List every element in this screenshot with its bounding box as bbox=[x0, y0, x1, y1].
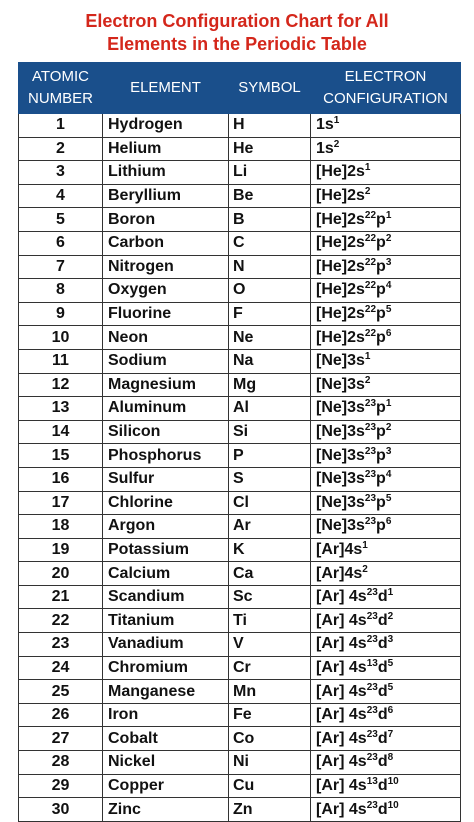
configuration-cell: $[He]2s^{22}p^6$ bbox=[311, 326, 461, 350]
atomic-number-cell: 26 bbox=[19, 703, 103, 727]
atomic-number-cell: 19 bbox=[19, 538, 103, 562]
atomic-number-cell: 22 bbox=[19, 609, 103, 633]
element-name-cell: Vanadium bbox=[103, 633, 229, 657]
element-name-cell: Calcium bbox=[103, 562, 229, 586]
header-element: ELEMENT bbox=[103, 63, 229, 114]
element-name-cell: Scandium bbox=[103, 585, 229, 609]
configuration-cell: $[He]2s^{22}p^5$ bbox=[311, 302, 461, 326]
configuration-cell: [Ar] $4s^{23}d^1$ bbox=[311, 585, 461, 609]
symbol-cell: Ar bbox=[229, 515, 311, 539]
atomic-number-cell: 1 bbox=[19, 114, 103, 138]
atomic-number-cell: 4 bbox=[19, 184, 103, 208]
symbol-cell: C bbox=[229, 231, 311, 255]
element-name-cell: Neon bbox=[103, 326, 229, 350]
atomic-number-cell: 30 bbox=[19, 798, 103, 822]
symbol-cell: Cr bbox=[229, 656, 311, 680]
atomic-number-cell: 27 bbox=[19, 727, 103, 751]
symbol-cell: Cu bbox=[229, 774, 311, 798]
table-row bbox=[19, 397, 461, 421]
element-name-cell: Silicon bbox=[103, 420, 229, 444]
header-symbol: SYMBOL bbox=[229, 63, 311, 114]
element-name-cell: Aluminum bbox=[103, 397, 229, 421]
symbol-cell: Sc bbox=[229, 585, 311, 609]
element-name-cell: Fluorine bbox=[103, 302, 229, 326]
configuration-cell: $[Ne]3s^{23}p^1$ bbox=[311, 397, 461, 421]
symbol-cell: Mn bbox=[229, 680, 311, 704]
configuration-cell: $[Ne]3s^1$ bbox=[311, 349, 461, 373]
table-row bbox=[19, 373, 461, 397]
configuration-cell: [Ar] $4s^{23}d^5$ bbox=[311, 680, 461, 704]
table-row bbox=[19, 751, 461, 775]
atomic-number-cell: 12 bbox=[19, 373, 103, 397]
element-name-cell: Cobalt bbox=[103, 727, 229, 751]
table-row bbox=[19, 231, 461, 255]
table-row bbox=[19, 467, 461, 491]
element-name-cell: Nickel bbox=[103, 751, 229, 775]
table-row bbox=[19, 703, 461, 727]
symbol-cell: Ca bbox=[229, 562, 311, 586]
header-config-line-2: CONFIGURATION bbox=[323, 90, 448, 107]
configuration-cell: $[Ar]4s^2$ bbox=[311, 562, 461, 586]
table-row bbox=[19, 326, 461, 350]
symbol-cell: He bbox=[229, 137, 311, 161]
atomic-number-cell: 25 bbox=[19, 680, 103, 704]
configuration-cell: $[He]2s^{22}p^4$ bbox=[311, 279, 461, 303]
header-atomic-line-1: ATOMIC bbox=[32, 68, 89, 85]
configuration-cell: [Ar] $4s^{23}d^7$ bbox=[311, 727, 461, 751]
table-row bbox=[19, 137, 461, 161]
element-name-cell: Iron bbox=[103, 703, 229, 727]
table-row bbox=[19, 609, 461, 633]
atomic-number-cell: 23 bbox=[19, 633, 103, 657]
symbol-cell: Ni bbox=[229, 751, 311, 775]
element-name-cell: Magnesium bbox=[103, 373, 229, 397]
table-row bbox=[19, 444, 461, 468]
electron-configuration-table bbox=[18, 62, 461, 822]
header-atomic-line-2: NUMBER bbox=[27, 90, 93, 107]
atomic-number-cell: 21 bbox=[19, 585, 103, 609]
symbol-cell: F bbox=[229, 302, 311, 326]
symbol-cell: Si bbox=[229, 420, 311, 444]
symbol-cell: Be bbox=[229, 184, 311, 208]
element-name-cell: Titanium bbox=[103, 609, 229, 633]
configuration-cell: $[Ne]3s^{23}p^4$ bbox=[311, 467, 461, 491]
symbol-cell: V bbox=[229, 633, 311, 657]
element-name-cell: Zinc bbox=[103, 798, 229, 822]
atomic-number-cell: 18 bbox=[19, 515, 103, 539]
configuration-cell: $[He]2s^{22}p^3$ bbox=[311, 255, 461, 279]
element-name-cell: Chlorine bbox=[103, 491, 229, 515]
table-row bbox=[19, 161, 461, 185]
configuration-cell: $[He]2s^{22}p^2$ bbox=[311, 231, 461, 255]
symbol-cell: N bbox=[229, 255, 311, 279]
element-name-cell: Beryllium bbox=[103, 184, 229, 208]
atomic-number-cell: 2 bbox=[19, 137, 103, 161]
symbol-cell: Ne bbox=[229, 326, 311, 350]
table-row bbox=[19, 774, 461, 798]
symbol-cell: Li bbox=[229, 161, 311, 185]
table-row bbox=[19, 114, 461, 138]
atomic-number-cell: 20 bbox=[19, 562, 103, 586]
symbol-cell: B bbox=[229, 208, 311, 232]
symbol-cell: Co bbox=[229, 727, 311, 751]
table-row bbox=[19, 585, 461, 609]
atomic-number-cell: 29 bbox=[19, 774, 103, 798]
element-name-cell: Potassium bbox=[103, 538, 229, 562]
element-name-cell: Manganese bbox=[103, 680, 229, 704]
configuration-cell: [Ar] $4s^{23}d^{10}$ bbox=[311, 798, 461, 822]
atomic-number-cell: 5 bbox=[19, 208, 103, 232]
element-name-cell: Hydrogen bbox=[103, 114, 229, 138]
element-name-cell: Phosphorus bbox=[103, 444, 229, 468]
configuration-cell: [Ar] $4s^{13}d^5$ bbox=[311, 656, 461, 680]
configuration-cell: $[Ne]3s^{23}p^2$ bbox=[311, 420, 461, 444]
atomic-number-cell: 13 bbox=[19, 397, 103, 421]
symbol-cell: K bbox=[229, 538, 311, 562]
symbol-cell: Fe bbox=[229, 703, 311, 727]
symbol-cell: P bbox=[229, 444, 311, 468]
element-name-cell: Sodium bbox=[103, 349, 229, 373]
element-name-cell: Nitrogen bbox=[103, 255, 229, 279]
element-name-cell: Boron bbox=[103, 208, 229, 232]
page-title bbox=[0, 0, 474, 52]
configuration-cell: $[He]2s^{22}p^1$ bbox=[311, 208, 461, 232]
configuration-cell: [Ar] $4s^{23}d^6$ bbox=[311, 703, 461, 727]
atomic-number-cell: 24 bbox=[19, 656, 103, 680]
configuration-cell: $[Ne]3s^{23}p^6$ bbox=[311, 515, 461, 539]
header-config-line-1: ELECTRON bbox=[344, 68, 427, 85]
configuration-cell: $1s^1$ bbox=[311, 114, 461, 138]
header-electron-configuration bbox=[311, 63, 461, 114]
atomic-number-cell: 6 bbox=[19, 231, 103, 255]
configuration-cell: $1s^2$ bbox=[311, 137, 461, 161]
element-name-cell: Carbon bbox=[103, 231, 229, 255]
symbol-cell: Cl bbox=[229, 491, 311, 515]
symbol-cell: Ti bbox=[229, 609, 311, 633]
atomic-number-cell: 11 bbox=[19, 349, 103, 373]
configuration-cell: $[He]2s^1$ bbox=[311, 161, 461, 185]
configuration-cell: $[Ne]3s^2$ bbox=[311, 373, 461, 397]
atomic-number-cell: 8 bbox=[19, 279, 103, 303]
element-name-cell: Argon bbox=[103, 515, 229, 539]
configuration-cell: [Ar] $4s^{13}d^{10}$ bbox=[311, 774, 461, 798]
table-row bbox=[19, 491, 461, 515]
symbol-cell: Mg bbox=[229, 373, 311, 397]
configuration-cell: $[He]2s^2$ bbox=[311, 184, 461, 208]
configuration-cell: [Ar] $4s^{23}d^2$ bbox=[311, 609, 461, 633]
table-row bbox=[19, 633, 461, 657]
atomic-number-cell: 15 bbox=[19, 444, 103, 468]
element-name-cell: Sulfur bbox=[103, 467, 229, 491]
symbol-cell: H bbox=[229, 114, 311, 138]
element-name-cell: Helium bbox=[103, 137, 229, 161]
title-line-2: Elements in the Periodic Table bbox=[107, 34, 367, 54]
table-row bbox=[19, 656, 461, 680]
table-header bbox=[19, 63, 461, 114]
element-name-cell: Oxygen bbox=[103, 279, 229, 303]
configuration-cell: $[Ar]4s^1$ bbox=[311, 538, 461, 562]
title-line-1: Electron Configuration Chart for All bbox=[85, 11, 389, 31]
configuration-cell: $[Ne]3s^{23}p^3$ bbox=[311, 444, 461, 468]
table-row bbox=[19, 420, 461, 444]
symbol-cell: S bbox=[229, 467, 311, 491]
element-name-cell: Copper bbox=[103, 774, 229, 798]
configuration-cell: $[Ne]3s^{23}p^5$ bbox=[311, 491, 461, 515]
table-row bbox=[19, 727, 461, 751]
atomic-number-cell: 16 bbox=[19, 467, 103, 491]
configuration-cell: [Ar] $4s^{23}d^3$ bbox=[311, 633, 461, 657]
atomic-number-cell: 28 bbox=[19, 751, 103, 775]
table-row bbox=[19, 538, 461, 562]
symbol-cell: Al bbox=[229, 397, 311, 421]
table-row bbox=[19, 349, 461, 373]
header-atomic-number bbox=[19, 63, 103, 114]
symbol-cell: Na bbox=[229, 349, 311, 373]
atomic-number-cell: 10 bbox=[19, 326, 103, 350]
table-row bbox=[19, 515, 461, 539]
table-row bbox=[19, 208, 461, 232]
table-row bbox=[19, 255, 461, 279]
table-row bbox=[19, 184, 461, 208]
table-row bbox=[19, 302, 461, 326]
atomic-number-cell: 9 bbox=[19, 302, 103, 326]
atomic-number-cell: 17 bbox=[19, 491, 103, 515]
table-row bbox=[19, 279, 461, 303]
element-name-cell: Lithium bbox=[103, 161, 229, 185]
table-row bbox=[19, 680, 461, 704]
symbol-cell: Zn bbox=[229, 798, 311, 822]
atomic-number-cell: 14 bbox=[19, 420, 103, 444]
atomic-number-cell: 3 bbox=[19, 161, 103, 185]
table-body bbox=[19, 114, 461, 822]
element-name-cell: Chromium bbox=[103, 656, 229, 680]
configuration-cell: [Ar] $4s^{23}d^8$ bbox=[311, 751, 461, 775]
symbol-cell: O bbox=[229, 279, 311, 303]
atomic-number-cell: 7 bbox=[19, 255, 103, 279]
table-row bbox=[19, 562, 461, 586]
